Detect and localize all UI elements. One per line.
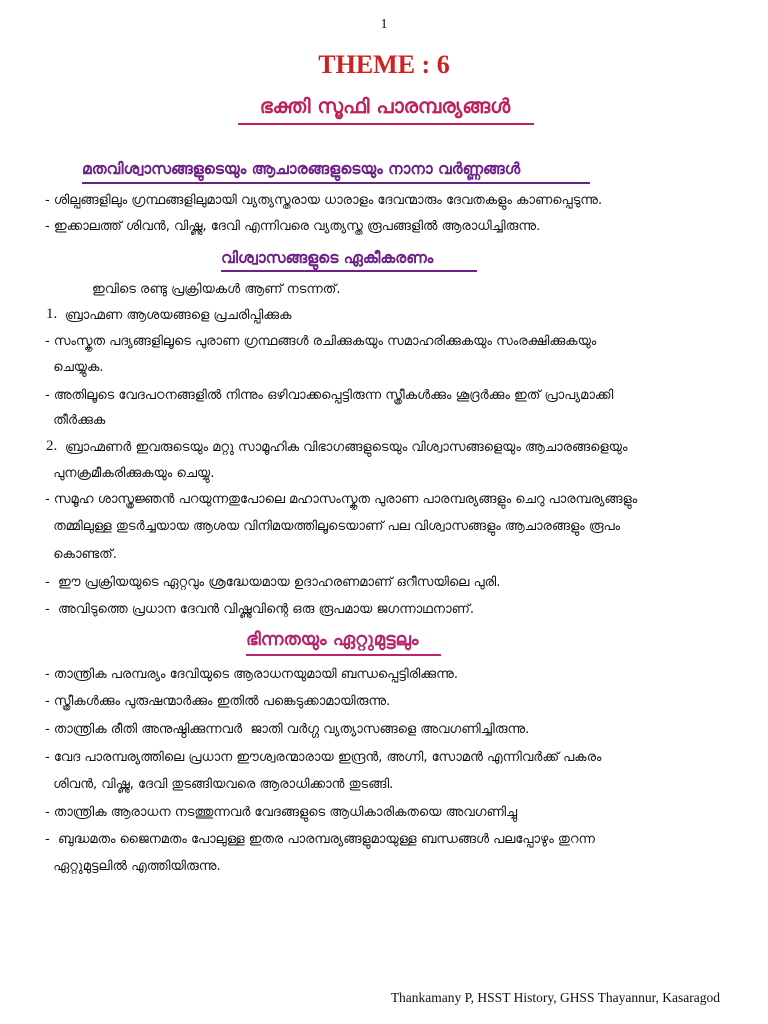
section3-line: - വേദ പാരമ്പര്യത്തിലെ പ്രധാന ഈശ്വരന്മാരായ ഇന്ദ്രൻ, അഗ്നി, സോമൻ എന്നിവർക്ക് പകരം	[45, 750, 602, 765]
section2-line: - അവിടുത്തെ പ്രധാന ദേവൻ വിഷ്ണുവിന്റെ ഒരു രൂപമായ ജഗന്നാഥനാണ്.	[45, 602, 475, 617]
page-footer: Thankamany P, HSST History, GHSS Thayannur, Kasaragod	[390, 990, 720, 1005]
section2-line: തീർക്കുക	[45, 413, 106, 428]
main-heading: ഭക്തി സൂഫി പാരമ്പര്യങ്ങൾ	[259, 94, 511, 118]
point1-number: 1.	[46, 306, 58, 322]
section2-line: തമ്മിലുള്ള തുടർച്ചയായ ആശയ വിനിമയത്തിലൂടെയാണ് പല വിശ്വാസങ്ങളും ആചാരങ്ങളും രൂപം	[45, 519, 621, 534]
section2-line: ചെയ്യുക.	[45, 360, 104, 375]
point2-text: ബ്രാഹ്മണർ ഇവരുടെയും മറ്റു സാമൂഹിക വിഭാഗങ്ങളുടെയും വിശ്വാസങ്ങളെയും ആചാരങ്ങളെയും	[65, 440, 628, 455]
section2-intro: ഇവിടെ രണ്ടു പ്രക്രിയകൾ ആണ് നടന്നത്.	[92, 282, 341, 297]
page-number: 1	[380, 17, 388, 32]
section2-line: കൊണ്ടത്.	[45, 547, 117, 562]
section2-line: - സംസ്കൃത പദ്യങ്ങളിലൂടെ പുരാണ ഗ്രന്ഥങ്ങൾ രചിക്കുകയും സമാഹരിക്കുകയും സംരക്ഷിക്കുകയും	[45, 334, 597, 349]
section3-line: ശിവൻ, വിഷ്ണു, ദേവി തുടങ്ങിയവരെ ആരാധിക്കാൻ തുടങ്ങി.	[45, 777, 394, 792]
section2-line: പുനക്രമീകരിക്കുകയും ചെയ്യു.	[45, 466, 215, 481]
point1-text: ബ്രാഹ്മണ ആശയങ്ങളെ പ്രചരിപ്പിക്കുക	[65, 308, 292, 323]
section2-heading: വിശ്വാസങ്ങളുടെ ഏകീകരണം	[221, 249, 434, 267]
section3-line: - താന്ത്രിക പരമ്പര്യം ദേവിയുടെ ആരാധനയുമായി ബന്ധപ്പെട്ടിരിക്കുന്നു.	[45, 667, 458, 682]
theme-title: THEME : 6	[318, 50, 450, 79]
section3-heading-underline	[246, 654, 441, 656]
section1-line: - ശില്പങ്ങളിലും ഗ്രന്ഥങ്ങളിലുമായി വ്യത്യസ്തരായ ധാരാളം ദേവന്മാരും ദേവതകളും കാണപ്പെടുന്നു.	[45, 193, 603, 208]
point2-number: 2.	[46, 438, 58, 454]
section1-heading-underline	[82, 182, 590, 184]
section2-line: - അതിലൂടെ വേദപഠനങ്ങളിൽ നിന്നും ഒഴിവാക്കപ്പെട്ടിരുന്ന സ്ത്രീകൾക്കും ശൂദ്രർക്കും ഇത് പ്രാപ്യമാക്കി	[45, 388, 614, 403]
section1-line: - ഇക്കാലത്ത് ശിവൻ, വിഷ്ണു, ദേവി എന്നിവരെ വ്യത്യസ്ത രൂപങ്ങളിൽ ആരാധിച്ചിരുന്നു.	[45, 219, 541, 234]
section2-heading-underline	[221, 270, 477, 272]
section1-heading: മതവിശ്വാസങ്ങളുടെയും ആചാരങ്ങളുടെയും നാനാ വർണ്ണങ്ങൾ	[82, 160, 521, 178]
section3-line: - ബുദ്ധമതം ജൈനമതം പോലുള്ള ഇതര പാരമ്പര്യങ്ങളുമായുള്ള ബന്ധങ്ങൾ പലപ്പോഴും തുറന്ന	[45, 832, 595, 847]
section3-line: - സ്ത്രീകൾക്കും പുരുഷന്മാർക്കും ഇതിൽ പങ്കെടുക്കാമായിരുന്നു.	[45, 694, 391, 709]
section2-line: - ഈ പ്രക്രിയയുടെ ഏറ്റവും ശ്രദ്ധേയമായ ഉദാഹരണമാണ് ഒറീസയിലെ പുരി.	[45, 575, 501, 590]
main-heading-underline	[238, 123, 534, 125]
section3-line: - താന്ത്രിക രീതി അനുഷ്ഠിക്കുന്നവർ ജാതി വർഗ്ഗ വ്യത്യാസങ്ങളെ അവഗണിച്ചിരുന്നു.	[45, 722, 530, 737]
section3-line: ഏറ്റുമുട്ടലിൽ എത്തിയിരുന്നു.	[45, 859, 221, 874]
section3-line: - താന്ത്രിക ആരാധന നടത്തുന്നവർ വേദങ്ങളുടെ ആധികാരികതയെ അവഗണിച്ചു	[45, 805, 518, 820]
section2-line: - സമൂഹ ശാസ്ത്രജ്ഞൻ പറയുന്നതുപോലെ മഹാസംസ്കൃത പുരാണ പാരമ്പര്യങ്ങളും ചെറു പാരമ്പര്യങ്ങളും	[45, 492, 638, 507]
section3-heading: ഭിന്നതയും ഏറ്റുമുട്ടലും	[246, 629, 419, 650]
